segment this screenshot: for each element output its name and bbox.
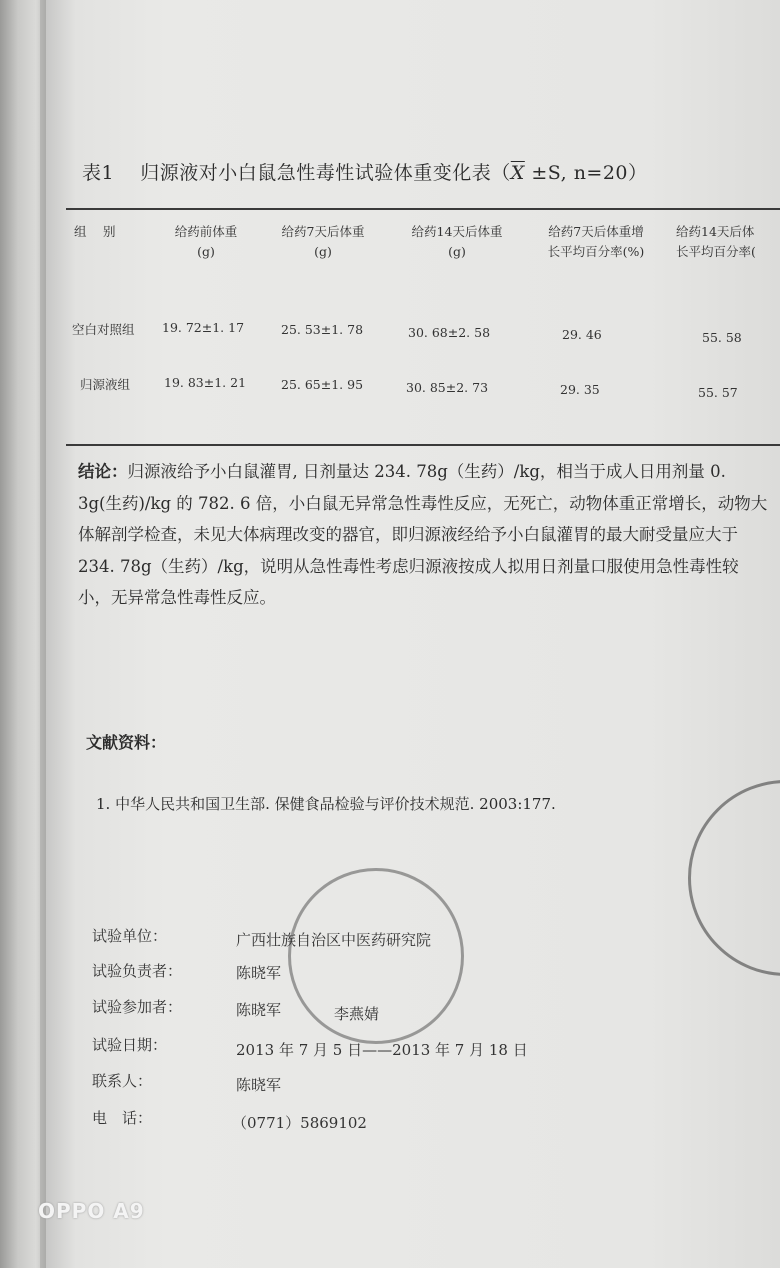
conclusion-label: 结论： bbox=[78, 462, 128, 481]
contact-label: 联系人： bbox=[92, 1072, 153, 1090]
conclusion-paragraph bbox=[78, 456, 768, 614]
row-treatment-group: 归源液组 bbox=[80, 377, 131, 392]
header-group: 组 别 bbox=[74, 224, 116, 239]
phone-label: 电 话： bbox=[92, 1109, 153, 1127]
row-control-pct14: 55. 58 bbox=[702, 330, 742, 345]
participants-value: 陈晓军 bbox=[236, 1001, 282, 1019]
unit-label: 试验单位： bbox=[92, 927, 168, 945]
camera-watermark: OPPO A9 bbox=[38, 1199, 145, 1223]
row-control-d7: 25. 53±1. 78 bbox=[281, 322, 364, 337]
date-value: 2013 年 7 月 5 日——2013 年 7 月 18 日 bbox=[236, 1041, 528, 1059]
lead-label: 试验负责者： bbox=[92, 962, 183, 980]
header-day7-pct: 给药7天后体重增 长平均百分率(%) bbox=[547, 224, 645, 259]
header-pre-weight-text: 给药前体重 (g) bbox=[174, 224, 238, 259]
row-control-pre: 19. 72±1. 17 bbox=[162, 320, 245, 335]
row-treatment-d14: 30. 85±2. 73 bbox=[406, 380, 489, 395]
conclusion-text: 归源液给予小白鼠灌胃, 日剂量达 234. 78g（生药）/kg，相当于成人日用剂量 0. 3g(生药)/kg 的 782. 6 倍，小白鼠无异常急性毒性反应，无死亡，动物体重正常增长，动物大体解剖学检查，未见大体病理改变的器官，即归源液经给予小白鼠灌胃的最大耐受量应大于 234. 78g（生药）/kg，说明从急性毒性考虑归源液按成人拟用日剂量口服使用急性毒性较小，无异常急性毒性反应。 bbox=[78, 462, 768, 607]
references-heading: 文献资料： bbox=[86, 733, 167, 752]
row-treatment-d7: 25. 65±1. 95 bbox=[281, 377, 364, 392]
header-day14-weight: 给药14天后体重 (g) bbox=[411, 224, 503, 259]
row-treatment-pct7: 29. 35 bbox=[560, 382, 600, 397]
mean-symbol: $\overline{X}$ bbox=[510, 162, 525, 184]
table-bottom-rule bbox=[66, 444, 780, 446]
phone-value: （0771）5869102 bbox=[232, 1114, 367, 1132]
date-label: 试验日期： bbox=[92, 1036, 168, 1054]
row-control-pct7: 29. 46 bbox=[562, 327, 602, 342]
row-control-d14: 30. 68±2. 58 bbox=[408, 325, 491, 340]
table-title-suffix: ±S, n=20） bbox=[524, 162, 648, 184]
header-day7-weight: 给药7天后体重 (g) bbox=[281, 224, 365, 259]
row-treatment-pct14: 55. 57 bbox=[698, 385, 738, 400]
table-title bbox=[82, 158, 648, 185]
unit-value: 广西壮族自治区中医药研究院 bbox=[236, 931, 432, 949]
binder-edge bbox=[0, 0, 46, 1268]
row-control-group: 空白对照组 bbox=[72, 322, 135, 337]
document-page bbox=[46, 0, 780, 1268]
participants-value-2: 李燕婧 bbox=[334, 1005, 380, 1023]
table-top-rule bbox=[66, 208, 780, 210]
contact-value: 陈晓军 bbox=[236, 1076, 282, 1094]
reference-item: 1. 中华人民共和国卫生部. 保健食品检验与评价技术规范. 2003:177. bbox=[96, 795, 556, 813]
participants-label: 试验参加者： bbox=[92, 998, 183, 1016]
row-treatment-pre: 19. 83±1. 21 bbox=[164, 375, 247, 390]
header-day14-pct: 给药14天后体 长平均百分率( bbox=[676, 224, 756, 259]
table-number: 表1 bbox=[82, 162, 115, 184]
lead-value: 陈晓军 bbox=[236, 964, 282, 982]
table-title-main: 归源液对小白鼠急性毒性试验体重变化表（ bbox=[140, 162, 511, 184]
